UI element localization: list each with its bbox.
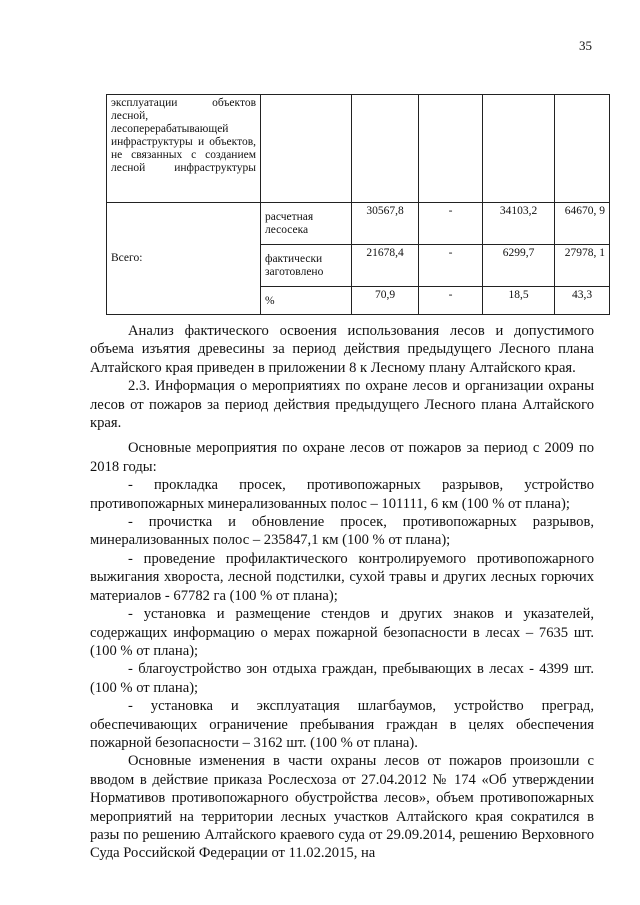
table-cell [261,95,352,203]
section-heading: 2.3. Информация о мероприятиях по охране лесов и организации охраны лесов от пожаров за период действия предыдущего Лесного плана Алтайского края. [90,378,594,432]
row-label: % [261,287,352,315]
table-cell-value: 18,5 [483,287,555,315]
list-item: - прочистка и обновление просек, противопожарных разрывов, минерализованных полос – 235847,1 км (100 % от плана); [90,514,594,549]
table-cell-value: 21678,4 [352,245,419,287]
table-cell-value: - [419,287,483,315]
table-cell-value: 70,9 [352,287,419,315]
table-cell-value: 34103,2 [483,203,555,245]
total-label-cell: Всего: [107,203,261,315]
page-number: 35 [579,38,592,53]
table-cell [419,95,483,203]
body-text [90,322,594,863]
table-cell [483,95,555,203]
table-cell-value: - [419,203,483,245]
paragraph: Анализ фактического освоения использования лесов и допустимого объема изъятия древесины за период действия предыдущего Лесного плана Алтайского края приведен в приложении 8 к Лесному плану Алтайского края. [90,323,594,376]
list-item: - проведение профилактического контролируемого противопожарного выжигания хвороста, лесной подстилки, сухой травы и других лесных горючих материалов - 67782 га (100 % от плана); [90,550,594,604]
table-cell-value: 30567,8 [352,203,419,245]
list-item: - установка и эксплуатация шлагбаумов, устройство преград, обеспечивающих ограничение пребывания граждан в целях обеспечения пожарной безопасности – 3162 шт. (100 % от плана). [90,698,594,751]
list-item: - установка и размещение стендов и других знаков и указателей, содержащих информацию о мерах пожарной безопасности в лесах – 7635 шт. (100 % от плана); [90,606,594,659]
paragraph: Основные мероприятия по охране лесов от пожаров за период с 2009 по 2018 годы: [90,440,594,475]
list-item: - прокладка просек, противопожарных разрывов, устройство противопожарных минерализованных полос – 101111, 6 км (100 % от плана); [90,477,594,512]
list-item: - благоустройство зон отдыха граждан, пребывающих в лесах - 4399 шт. (100 % от плана); [90,661,594,696]
table-cell-purpose: эксплуатации объектов лесной, лесоперерабатывающей инфраструктуры и объектов, не связанных с созданием лесной инфраструктуры [107,95,261,203]
table-cell-value: 64670, 9 [555,203,610,245]
row-label: расчетная лесосека [261,203,352,245]
row-label: фактически заготовлено [261,245,352,287]
paragraph: Основные изменения в части охраны лесов от пожаров произошли с вводом в действие приказа Рослесхоза от 27.04.2012 № 174 «Об утверждении Нормативов противопожарного обустройства лесов», объем противопожарных мероприятий на территории лесных участков Алтайского края сократился в разы по решению Алтайского краевого суда от 29.09.2014, решению Верховного Суда Российской Федерации от 11.02.2015, на [90,753,594,862]
table-row [107,95,610,203]
table-cell [555,95,610,203]
table-cell-value: 27978, 1 [555,245,610,287]
table-row [107,203,610,245]
data-table [106,94,610,315]
table-cell [352,95,419,203]
table-cell-value: - [419,245,483,287]
table-cell-value: 6299,7 [483,245,555,287]
table-cell-value: 43,3 [555,287,610,315]
